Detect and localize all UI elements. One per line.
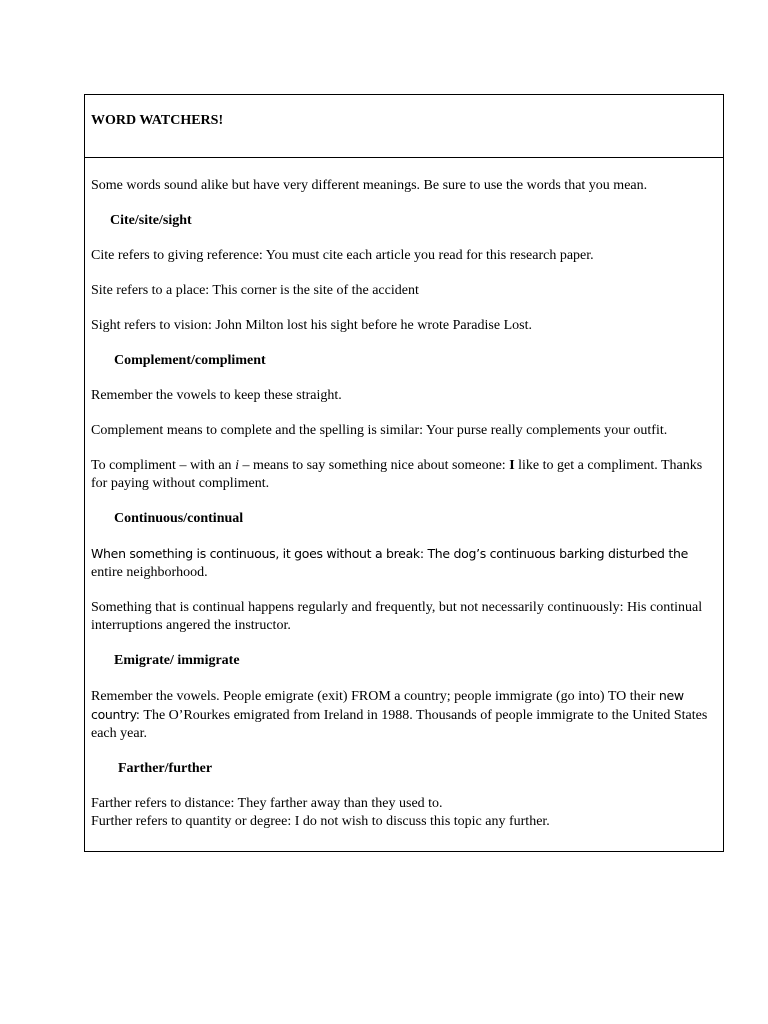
heading-complement-compliment: Complement/compliment xyxy=(114,353,266,368)
compliment-part3: like to get a compliment. Thanks for paying without compliment. xyxy=(91,458,703,491)
emigrate-part2: The O’Rourkes emigrated from Ireland in 1988. Thousands of people immigrate to the United States each year. xyxy=(91,708,708,741)
emigrate-sans: new country: xyxy=(91,688,684,722)
complement-definition: Complement means to complete and the spelling is similar: Your purse really complements your outfit. xyxy=(91,423,668,438)
emigrate-part1: Remember the vowels. People emigrate (exit) FROM a country; people immigrate (go into) TO their xyxy=(91,689,656,704)
page-title: WORD WATCHERS! xyxy=(91,113,224,128)
emigrate-definition xyxy=(91,687,717,743)
vowels-reminder: Remember the vowels to keep these straight. xyxy=(91,388,342,403)
continuous-line-cont: entire neighborhood. xyxy=(91,565,208,580)
site-definition: Site refers to a place: This corner is the site of the accident xyxy=(91,283,419,298)
heading-farther-further: Farther/further xyxy=(118,761,213,776)
continual-definition: Something that is continual happens regularly and frequently, but not necessarily continuously: His continual interruptions angered the instructor. xyxy=(91,600,703,633)
box-content xyxy=(85,158,723,831)
heading-continuous-continual: Continuous/continual xyxy=(114,511,244,526)
compliment-part2: – means to say something nice about someone: xyxy=(238,458,510,473)
intro-text: Some words sound alike but have very different meanings. Be sure to use the words that you mean. xyxy=(91,178,648,193)
compliment-bold-i: I xyxy=(509,458,515,473)
word-watchers-box xyxy=(84,94,724,852)
further-definition: Further refers to quantity or degree: I do not wish to discuss this topic any further. xyxy=(91,814,550,829)
heading-emigrate-immigrate: Emigrate/ immigrate xyxy=(114,653,240,668)
farther-definition: Farther refers to distance: They farther away than they used to. xyxy=(91,796,443,811)
continuous-line-sans: When something is continuous, it goes without a break: The dog’s continuous barking disturbed the xyxy=(91,546,688,561)
continuous-definition xyxy=(91,545,717,582)
heading-cite-site-sight: Cite/site/sight xyxy=(110,213,192,228)
compliment-definition xyxy=(91,457,717,493)
cite-definition: Cite refers to giving reference: You must cite each article you read for this research paper. xyxy=(91,248,594,263)
compliment-part1: To compliment – with an xyxy=(91,458,236,473)
compliment-italic-i: i xyxy=(235,458,239,473)
sight-definition: Sight refers to vision: John Milton lost his sight before he wrote Paradise Lost. xyxy=(91,318,532,333)
box-header xyxy=(85,95,723,158)
